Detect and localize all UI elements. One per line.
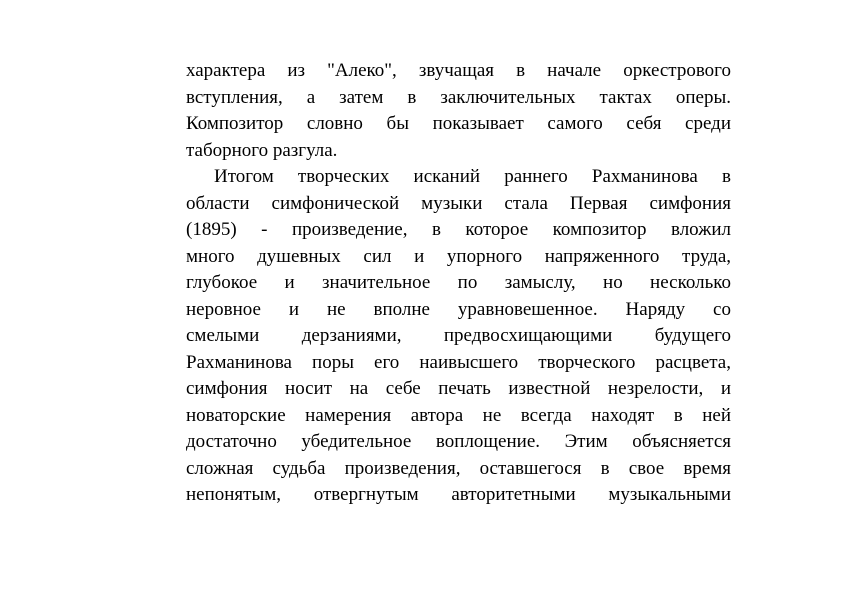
text-line: (1895) - произведение, в которое композитор вложил [186,219,731,240]
text-line: Рахманинова поры его наивысшего творческого расцвета, [186,351,731,373]
text-line: достаточно убедительное воплощение. Этим объясняется [186,431,731,452]
text-line: непонятым, отвергнутым авторитетными музыкальными [186,484,731,505]
body-text [186,58,731,509]
text-line: смелыми дерзаниями, предвосхищающими будущего [186,325,731,346]
text-line: много душевных сил и упорного напряженного труда, [186,245,731,267]
text-line: неровное и не вполне уравновешенное. Наряду со [186,298,731,320]
text-line: Композитор словно бы показывает самого себя среди [186,113,731,134]
text-line: глубокое и значительное по замыслу, но несколько [186,272,731,293]
text-line: новаторские намерения автора не всегда находят в ней [186,404,731,426]
text-line: симфония носит на себе печать известной незрелости, и [186,378,731,399]
text-line: области симфонической музыки стала Первая симфония [186,192,731,214]
text-line: Итогом творческих исканий раннего Рахманинова в [214,166,731,187]
text-line: таборного разгула. [186,139,338,161]
text-line: вступления, а затем в заключительных тактах оперы. [186,86,731,108]
text-line: характера из "Алеко", звучащая в начале оркестрового [186,60,731,81]
text-line: сложная судьба произведения, оставшегося в свое время [186,457,731,479]
